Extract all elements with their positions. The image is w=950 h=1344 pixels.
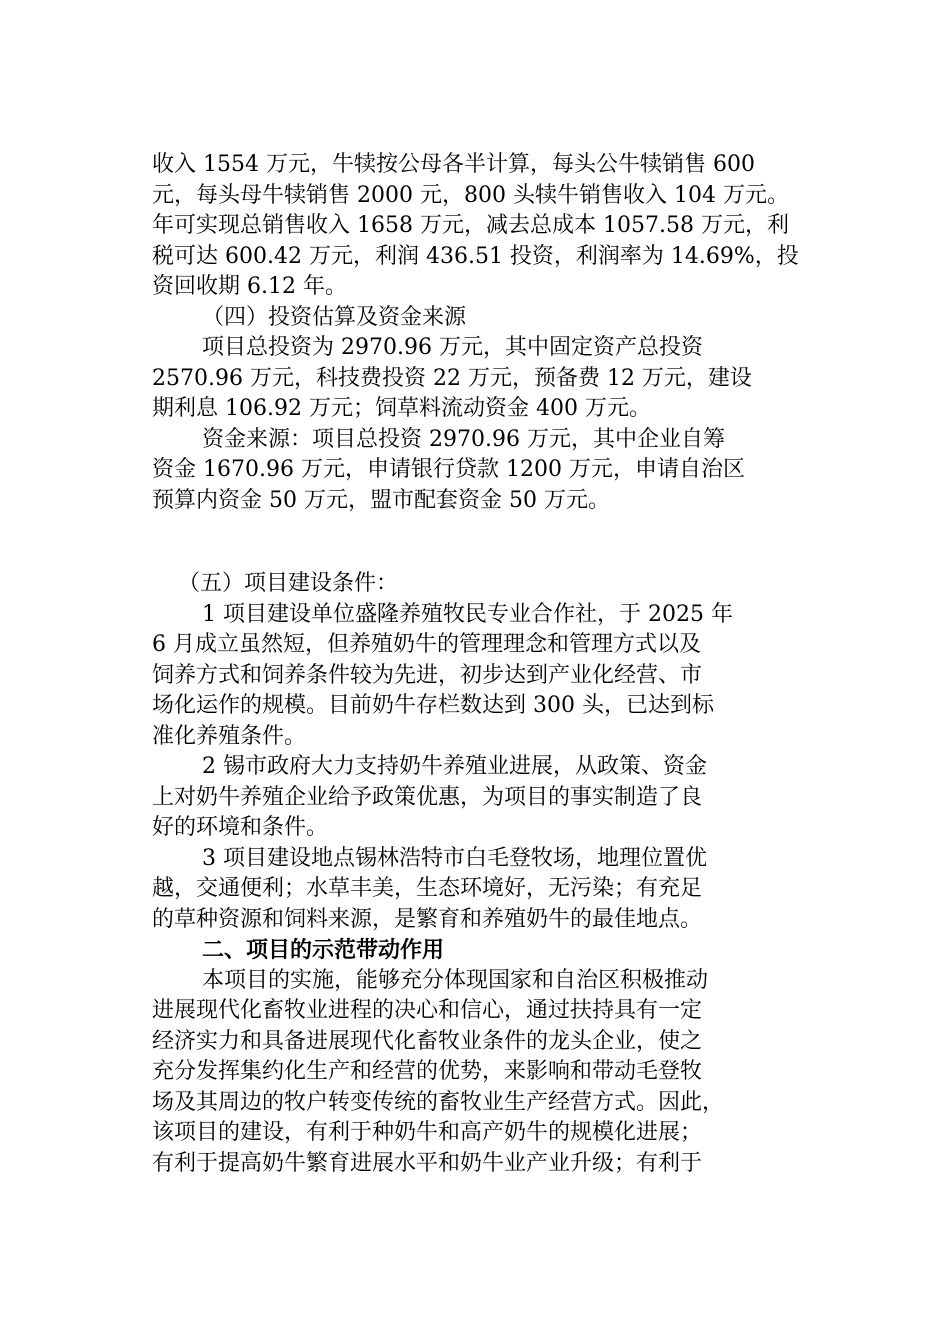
text-line: 收入 1554 万元，牛犊按公母各半计算，每头公牛犊销售 600 [152, 152, 755, 177]
text-line: 场及其周边的牧户转变传统的畜牧业生产经营方式。因此， [152, 1089, 725, 1115]
text-line: 3 项目建设地点锡林浩特市白毛登牧场，地理位置优 [202, 845, 707, 871]
text-line: 2 锡市政府大力支持奶牛养殖业进展，从政策、资金 [202, 754, 707, 779]
text-line: 资回收期 6.12 年。 [152, 274, 347, 299]
paragraph-condition-1 [152, 600, 802, 753]
text-line: 饲养方式和饲养条件较为先进，初步达到产业化经营、市 [152, 662, 703, 688]
heading-line: （四）投资估算及资金来源 [202, 304, 467, 330]
text-line: 进展现代化畜牧业进程的决心和信心，通过扶持具有一定 [152, 998, 703, 1023]
text-line: 6 月成立虽然短，但养殖奶牛的管理理念和管理方式以及 [152, 632, 701, 657]
section-heading-demonstration [152, 935, 802, 966]
text-line: 资金来源：项目总投资 2970.96 万元，其中企业自筹 [202, 426, 725, 452]
text-block-bottom [152, 569, 802, 1179]
text-line: 准化养殖条件。 [152, 723, 307, 749]
text-line: 场化运作的规模。目前奶牛存栏数达到 300 头，已达到标 [152, 693, 714, 718]
text-line: 经济实力和具备进展现代化畜牧业条件的龙头企业，使之 [152, 1028, 703, 1054]
paragraph-condition-3 [152, 844, 802, 936]
paragraph-total-investment [152, 333, 802, 425]
text-line: 的草种资源和饲料来源，是繁育和养殖奶牛的最佳地点。 [152, 906, 703, 932]
text-line: 年可实现总销售收入 1658 万元，减去总成本 1057.58 万元，利 [152, 213, 789, 238]
text-line: 预算内资金 50 万元，盟市配套资金 50 万元。 [152, 487, 610, 513]
text-line: 本项目的实施，能够充分体现国家和自治区积极推动 [202, 967, 709, 993]
text-line: 元，每头母牛犊销售 2000 元，800 头犊牛销售收入 104 万元。 [152, 182, 789, 208]
paragraph-funding-sources [152, 425, 802, 517]
heading-line: 二、项目的示范带动作用 [202, 937, 445, 963]
text-line: 该项目的建设，有利于种奶牛和高产奶牛的规模化进展； [152, 1120, 703, 1145]
text-block-top [152, 150, 802, 516]
heading-line: （五）项目建设条件： [178, 571, 399, 596]
paragraph-revenue-continued [152, 150, 802, 303]
paragraph-demonstration [152, 966, 802, 1180]
paragraph-condition-2 [152, 752, 802, 844]
text-line: 好的环境和条件。 [152, 815, 329, 840]
text-line: 项目总投资为 2970.96 万元，其中固定资产总投资 [202, 335, 703, 360]
section-heading-investment [152, 303, 802, 334]
text-line: 期利息 106.92 万元；饲草料流动资金 400 万元。 [152, 396, 651, 421]
text-line: 税可达 600.42 万元，利润 436.51 投资，利润率为 14.69%，投 [152, 243, 799, 269]
text-line: 2570.96 万元，科技费投资 22 万元，预备费 12 万元，建设 [152, 365, 752, 391]
section-heading-conditions [152, 569, 802, 600]
text-line: 有利于提高奶牛繁育进展水平和奶牛业产业升级；有利于 [152, 1150, 703, 1176]
text-line: 资金 1670.96 万元，申请银行贷款 1200 万元，申请自治区 [152, 457, 745, 482]
text-line: 上对奶牛养殖企业给予政策优惠，为项目的事实制造了良 [152, 784, 703, 810]
text-line: 1 项目建设单位盛隆养殖牧民专业合作社，于 2025 年 [202, 601, 733, 627]
text-line: 越，交通便利；水草丰美，生态环境好，无污染；有充足 [152, 876, 703, 901]
text-line: 充分发挥集约化生产和经营的优势，来影响和带动毛登牧 [152, 1059, 703, 1084]
